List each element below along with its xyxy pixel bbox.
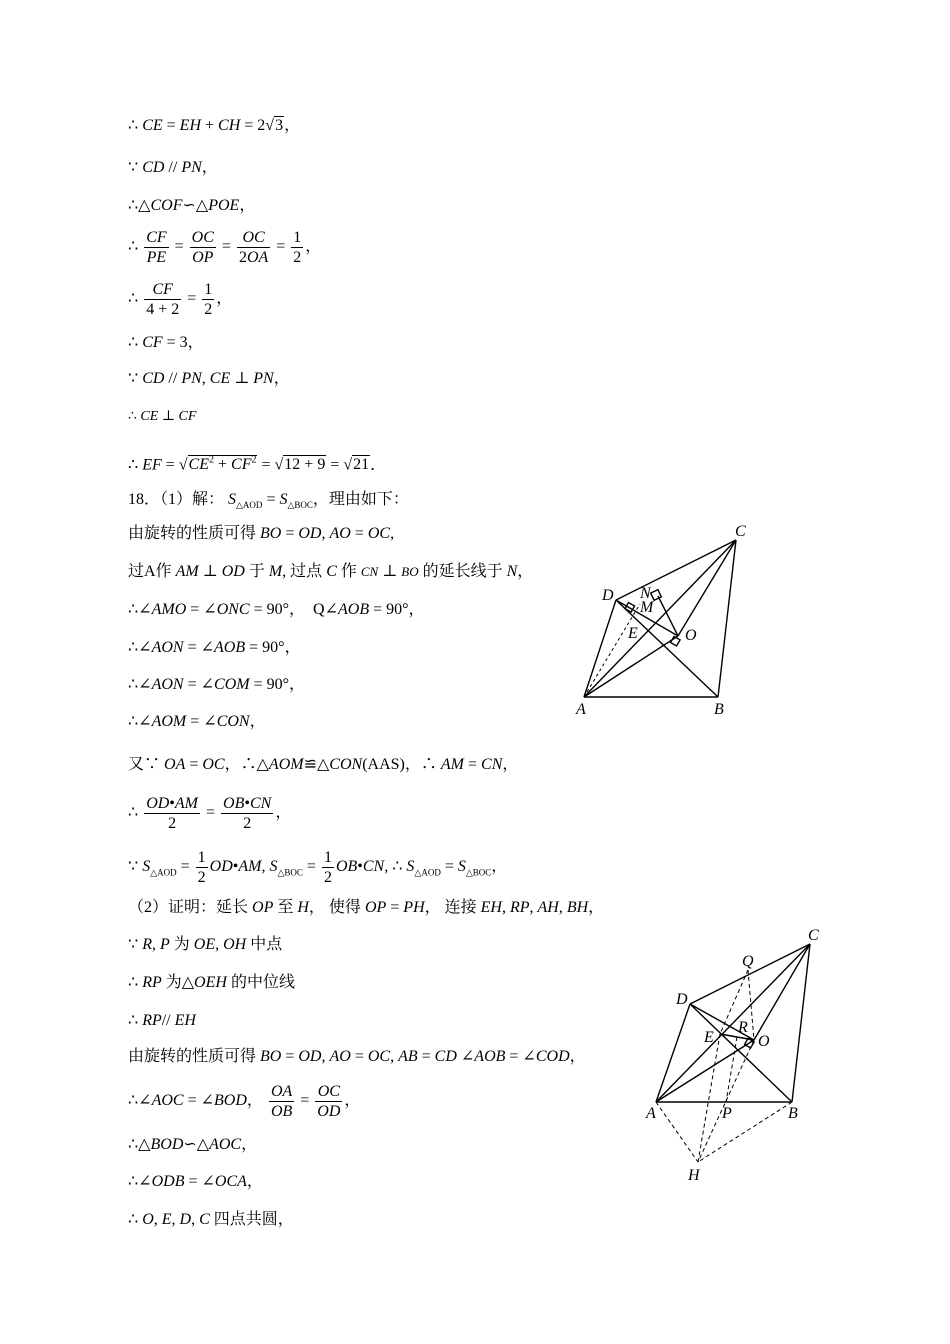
segment-ad <box>656 1004 690 1102</box>
q18-p8: ∴ $\frac{OD•AM}{2}$ = $\frac{OB•CN}{2}$ ， <box>128 795 292 832</box>
label-b: B <box>788 1105 798 1122</box>
label-n: N <box>640 585 651 602</box>
q18-p7: 又∵ OA = OC，∴△AOM≌△CON(AAS)，∴ AM = CN， <box>128 756 519 773</box>
q18-part2: （2）证明：延长 OP 至 H， 使得 OP = PH， 连接 EH, RP, AH, BH， <box>128 899 605 916</box>
label-c: C <box>808 927 819 944</box>
q18-r6: ∴△BOD∽△AOC， <box>128 1136 258 1153</box>
label-o: O <box>685 627 697 644</box>
label-m: M <box>640 599 654 616</box>
q18-r4: 由旋转的性质可得 BO = OD, AO = OC, AB = CD ∠AOB = ∠COD， <box>128 1048 586 1065</box>
dashed-am <box>584 604 640 697</box>
dashed-rp <box>726 1037 737 1102</box>
segment-ao <box>584 636 678 697</box>
segment-ac <box>656 944 810 1102</box>
proof-line-perp: ∵ CD // PN, CE ⊥ PN， <box>128 370 290 387</box>
label-e: E <box>704 1029 714 1046</box>
figure-1-geometry <box>570 518 760 723</box>
label-q: Q <box>742 953 754 970</box>
dashed-qo <box>748 970 754 1040</box>
q18-r8: ∴ O, E, D, C 四点共圆， <box>128 1211 294 1228</box>
label-h: H <box>688 1167 700 1184</box>
label-p: P <box>722 1105 732 1122</box>
dashed-ah <box>656 1102 698 1162</box>
q18-p3: ∴∠AMO = ∠ONC = 90°， Q∠AOB = 90°， <box>128 601 425 618</box>
label-c: C <box>735 523 746 540</box>
q18-p1: 由旋转的性质可得 BO = OD, AO = OC, <box>128 525 395 542</box>
label-o: O <box>758 1033 770 1050</box>
q18-p9: ∵ $S_{\triangle AOD}$ = $\frac{1}{2}$ OD•AM, $S_{\triangle BOC}$ = $\frac{1}{2}$ OB•CN, ∴ $S_{\triangle AOD} = S_{\triangle BOC}$， <box>128 849 508 886</box>
label-a: A <box>646 1105 656 1122</box>
proof-line-parallel: ∵ CD // PN， <box>128 159 218 176</box>
proof-line-ratio: ∴ $\frac{CF}{PE}$ = $\frac{OC}{OP}$ = $\frac{OC}{2OA}$ = $\frac{1}{2}$ ， <box>128 229 322 266</box>
q18-r3: ∴ RP// EH <box>128 1012 196 1029</box>
label-a: A <box>576 701 586 718</box>
figure-2-geometry <box>640 922 830 1184</box>
segment-bc <box>792 944 810 1102</box>
proof-line-similar: ∴△COF∽△POE， <box>128 197 256 214</box>
q18-p4: ∴∠AON = ∠AOB = 90°， <box>128 639 301 656</box>
q18-p6: ∴∠AOM = ∠CON， <box>128 713 266 730</box>
q18-p2: 过A作 AM ⊥ OD 于 M, 过点 C 作 CN ⊥ BO 的延长线于 N， <box>128 563 534 580</box>
dashed-eh <box>698 1034 720 1162</box>
segment-bc <box>718 540 736 697</box>
q18-r7: ∴∠ODB = ∠OCA， <box>128 1173 263 1190</box>
q18-heading: 18．（1）解： $S_{\triangle AOD} = S_{\triangle BOC}$，理由如下： <box>128 491 409 511</box>
q18-r1: ∵ R, P 为 OE, OH 中点 <box>128 936 283 953</box>
label-d: D <box>602 587 614 604</box>
proof-line-cf: ∴ CF = 3， <box>128 334 204 351</box>
proof-line-ce-cf: ∴ CE ⊥ CF <box>128 409 197 424</box>
segment-ao <box>656 1040 754 1102</box>
proof-line-ce: ∴ CE = EH + CH = 2√3， <box>128 117 301 134</box>
proof-line-ef: ∴ EF = $√CE^2 + CF^2 = √12 + 9 = √21$． <box>128 455 387 474</box>
q18-r5: ∴∠AOC = ∠BOD， $\frac{OA}{OB}$ = $\frac{OC}{OD}$ ， <box>128 1083 361 1120</box>
label-r: R <box>738 1019 748 1036</box>
right-angle-o <box>671 636 681 646</box>
segment-ac <box>584 540 736 697</box>
label-e: E <box>628 625 638 642</box>
segment-ad <box>584 600 616 697</box>
label-b: B <box>714 701 724 718</box>
q18-p5: ∴∠AON = ∠COM = 90°， <box>128 676 306 693</box>
q18-r2: ∴ RP 为△OEH 的中位线 <box>128 974 295 991</box>
proof-line-cf-eq: ∴ $\frac{CF}{4 + 2}$ = $\frac{1}{2}$ ， <box>128 281 233 318</box>
label-d: D <box>676 991 688 1008</box>
